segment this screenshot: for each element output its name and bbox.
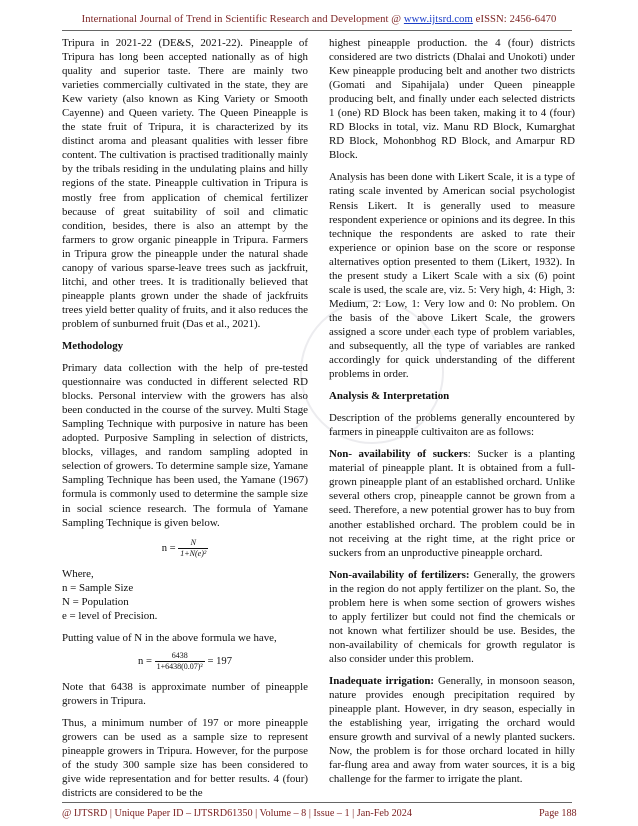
- definition-e: e = level of Precision.: [62, 609, 158, 622]
- calc-denominator: 1+6438(0.07)²: [156, 661, 203, 671]
- eissn: eISSN: 2456-6470: [472, 14, 557, 25]
- section-heading-analysis: Analysis & Interpretation: [329, 390, 450, 403]
- suckers-heading: Non- availability of suckers: [329, 448, 468, 461]
- left-paragraph-5: Thus, a minimum number of 197 or more pineapple growers can be used as a sample size to represent pineapple growers in Tripura. However, for the purpose of the study 300 sample size has been considered to give wide representation and for better results. 4 (four) districts are considered to be the: [62, 716, 308, 800]
- fertilizers-heading: Non-availability of fertilizers:: [329, 568, 470, 581]
- right-paragraph-3: Description of the problems generally encountered by farmers in pineapple cultivaiton are as follows:: [329, 412, 575, 439]
- footer-info: @ IJTSRD | Unique Paper ID – IJTSRD61350 | Volume – 8 | Issue – 1 | Jan-Feb 2024: [62, 808, 412, 819]
- right-paragraph-irrigation: [329, 674, 575, 786]
- formula-lhs: n =: [161, 542, 176, 554]
- header-rule: [62, 30, 572, 31]
- left-paragraph-4: Note that 6438 is approximate number of pineapple growers in Tripura.: [62, 680, 308, 707]
- irrigation-text: Generally, in monsoon season, nature provides enough precipitation required by pineapple plant. However, in dry season, especially in the establishing year, irrigating the orchard would ensure growth and survival of a newly planted suckers. Now, the problem is for those orchard located in hilly far-flung area and away from water sources, it is a big challenge for the farmer to irrigate the plant.: [329, 674, 575, 786]
- right-column: [329, 36, 575, 794]
- calc-numerator: 6438: [155, 651, 205, 662]
- yamane-formula: [62, 538, 308, 559]
- left-paragraph-1: Tripura in 2021-22 (DE&S, 2021-22). Pineapple of Tripura has long been accepted nationally as of high quality and superior taste. There are mainly two varieties commercially cultivated in the state, they are Kew variety (also known as King Variety or Smooth Cayenne) and Queen variety. The Queen Pineapple is the state fruit of Tripura, it is characterized by its distinct aroma and pleasant qualities with lesser fibre content. The cultivation is practised traditionally mainly by the tribals residing in the undulating plains and hilly regions of the state. Pineapple cultivation in Tripura is mostly free from application of chemical fertilizer because of great suitability of soil and climatic condition, besides, there is also an attempt by the farmers to grow organic pineapple in Tripura. Farmers in Tripura grow the pineapple under the natural shade canopy of various sparse-leave trees such as jackfruit, litchi, and other trees. It is traditionally believed that pineapple plants grown under the shade of jackfruits trees yield better quality of fruits, and it also reduces the problem of sunburned fruit (Das et al., 2021).: [62, 37, 308, 330]
- running-header: [0, 14, 638, 25]
- right-paragraph-suckers: [329, 447, 575, 559]
- calc-fraction: [155, 651, 205, 672]
- calc-lhs: n =: [138, 655, 152, 667]
- footer-rule: [62, 802, 572, 803]
- formula-denominator: 1+N(e)²: [180, 548, 207, 558]
- irrigation-heading: Inadequate irrigation:: [329, 674, 435, 687]
- right-paragraph-fertilizers: [329, 568, 575, 666]
- formula-numerator: N: [178, 538, 208, 549]
- right-paragraph-1: highest pineapple production. the 4 (four) districts considered are two districts (Dhalai and Unokoti) under Kew pineapple producing belt and another two districts (Gomati and Sipahijala) under Queen pineapple producing belt, and finally under each selected districts 1 (one) RD Block has been taken, making it to 4 (four) RD Blocks in total, viz. Manu RD Block, Kumarghat RD Block, Mohonbhog RD Block, and Amarpur RD Block.: [329, 37, 575, 162]
- where-label: Where,: [62, 567, 94, 580]
- definition-N: N = Population: [62, 595, 129, 608]
- fertilizers-text: Generally, the growers in the region do not apply fertilizer on the plant. So, the problem here is when some section of growers wishes to apply fertilizer but could not find the chemicals or not known what fertilizer should be use. Besides, the non-availability of chemicals for growth regulator is also consider under this problem.: [329, 568, 575, 665]
- formula-fraction: [178, 538, 208, 559]
- suckers-text: : Sucker is a planting material of pineapple plant. It is obtained from a full-grown pineapple plant of an established orchard. Unlike several others crop, pineapple cannot be grown from a seed. Therefore, a new potential grower has to buy from another established orchard. The problem could be in not receiving at the right time, at the right price or suckers from an unproductive pineapple orchard.: [329, 448, 575, 559]
- sample-size-calculation: [62, 651, 308, 672]
- journal-url-link[interactable]: www.ijtsrd.com: [403, 14, 473, 25]
- right-paragraph-2: Analysis has been done with Likert Scale, it is a type of rating scale invented by American social psychologist Rensis Likert. It is generally used to measure respondent experience or opinions and its degree. In this technique the respondents are asked to rate their experience or opinion base on the score or response alternatives option presented to them (Likert, 1932). In the present study a Likert Scale with a six (6) point scale is used, the scale are, viz. 5: Very high, 4: High, 3: Medium, 2: Low, 1: Very low and 0: No problem. On the basis of the above Likert Scale, the growers assigned a score under each type of problem variables, and subsequently, all the type of variables are ranked accordingly for quick understanding of the different problems in order.: [329, 171, 575, 381]
- calc-result: = 197: [207, 655, 232, 667]
- left-paragraph-3: Putting value of N in the above formula we have,: [62, 631, 277, 644]
- left-paragraph-2: Primary data collection with the help of pre-tested questionnaire was conducted in different selected RD blocks. Personal interview with the growers has also been conducted in the course of the survey. Multi Stage Sampling Technique with purposive in nature has been adopted. Purposive Sampling in selection of districts, blocks, villages, and random sampling adopted in selection of growers. To determine sample size, Yamane Sampling Technique has been used, the Yamane (1967) formula is commonly used to determine the sample size in social science research. The formula of Yamane Sampling Technique is given below.: [62, 362, 308, 529]
- definition-n: n = Sample Size: [62, 581, 134, 594]
- left-column: [62, 36, 308, 808]
- section-heading-methodology: Methodology: [62, 339, 124, 352]
- page-number: Page 188: [539, 808, 577, 819]
- journal-title: International Journal of Trend in Scientific Research and Development @: [81, 14, 404, 25]
